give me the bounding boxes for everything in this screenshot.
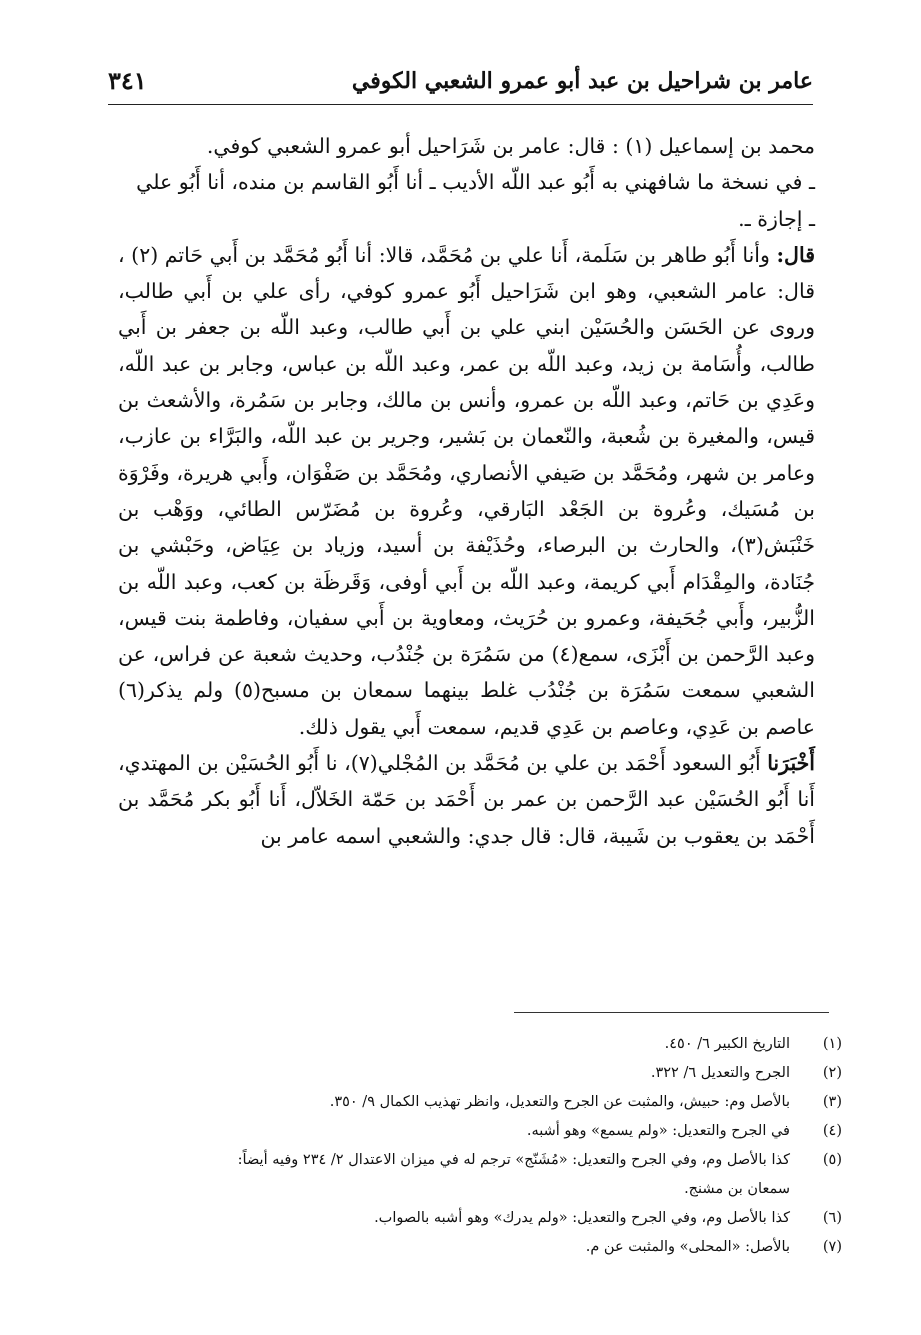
footnote-5-continuation: سمعان بن مشنج. (684, 1181, 790, 1197)
footnote-6 (60, 1204, 842, 1233)
footnote-5 (60, 1146, 842, 1175)
footnote-text: التاريخ الكبير ٦/ ٤٥٠. (664, 1036, 790, 1052)
footnote-2 (60, 1059, 842, 1088)
footnote-number: (٥) (822, 1152, 842, 1168)
footnote-text: الجرح والتعديل ٦/ ٣٢٢. (650, 1065, 790, 1081)
paragraph-body: وأنا أَبُو طاهر بن سَلَمة، أَنا علي بن مُحَمَّد، قالا: أنا أَبُو مُحَمَّد بن أَبي حَاتم (٢) ، قال: عامر الشعبي، وهو ابن شَرَاحيل أَبُو عمرو كوفي، رأى علي بن أَبي طالب، وروى عن الحَسَن والحُسَيْن ابني علي بن أَبي طالب، وعبد اللّه بن جعفر بن أَبي طالب، وأُسَامة بن زيد، وعبد اللّه بن عمر، وعبد اللّه بن عباس، وجابر بن عبد اللّه، وعَدِي بن حَاتم، وعبد اللّه بن عمرو، وأنس بن مالك، وجابر بن سَمُرة، والأشعث بن قيس، والمغيرة بن شُعبة، والنّعمان بن بَشير، وجرير بن عبد اللّه، والبَرَّاء بن عازب، وعامر بن شهر، ومُحَمَّد بن صَيفي الأنصاري، ومُحَمَّد بن صَفْوَان، وأَبي هريرة، وفَرْوَة بن مُسَيك، وعُروة بن الجَعْد البَارقي، وعُروة بن مُضَرّس الطائي، ووَهْب بن خَنْبَش(٣)، والحارث بن البرصاء، وحُذَيْفة بن أسيد، وزياد بن عِيَاض، وحَبْشي بن جُنَادة، والمِقْدَام أَبي كريمة، وعبد اللّه بن أَبي أوفى، وَقَرظَة بن كعب، وعبد اللّه بن الزُّبير، وأَبي جُحَيفة، وعمرو بن حُرَيث، ومعاوية بن أَبي سفيان، وفاطمة بنت قيس، وعبد الرَّحمن بن أَبْزَى، سمع(٤) من سَمُرَة بن جُنْدُب، وحديث شعبة عن فراس، عن الشعبي سمعت سَمُرَة بن جُنْدُب غلط بينهما سمعان بن مسبح(٥) ولم يذكر(٦) عاصم بن عَدِي، وعاصم بن عَدِي قديم، سمعت أَبي يقول ذلك. (118, 242, 816, 739)
main-text (118, 128, 815, 854)
footnote-text: بالأصل: «المحلى» والمثبت عن م. (585, 1239, 790, 1255)
paragraph-report (118, 745, 815, 854)
running-title: عامر بن شراحيل بن عبد أبو عمرو الشعبي الكوفي (351, 68, 813, 94)
footnote-separator (514, 1012, 829, 1013)
footnote-number: (٤) (822, 1123, 842, 1139)
footnote-3 (60, 1088, 842, 1117)
footnote-text: بالأصل وم: حبيش، والمثبت عن الجرح والتعديل، وانظر تهذيب الكمال ٩/ ٣٥٠. (329, 1094, 790, 1110)
page-number: ٣٤١ (108, 66, 147, 95)
footnote-number: (٣) (822, 1094, 842, 1110)
footnote-text: في الجرح والتعديل: «ولم يسمع» وهو أشبه. (526, 1123, 790, 1139)
footnote-number: (٢) (822, 1065, 842, 1081)
footnote-text: كذا بالأصل وم، وفي الجرح والتعديل: «مُشَنّج» ترجم له في ميزان الاعتدال ٢/ ٢٣٤ وفيه أيضاً: (237, 1152, 790, 1168)
paragraph-body: أَبُو السعود أَحْمَد بن علي بن مُحَمَّد بن المُجْلي(٧)، نا أَبُو الحُسَيْن بن المهتدي، أَنا أَبُو الحُسَيْن عبد الرَّحمن بن عمر بن أَحْمَد بن حَمّة الخَلاّل، أَنا أَبُو بكر مُحَمَّد بن أَحْمَد بن يعقوب بن شَيبة، قال: قال جدي: والشعبي اسمه عامر بن (118, 751, 815, 848)
footnote-1 (60, 1030, 842, 1059)
paragraph-keyword: أَخْبَرَنا (767, 751, 816, 776)
footnote-4 (60, 1117, 842, 1146)
paragraph-narration (118, 237, 815, 745)
footnote-number: (٧) (822, 1239, 842, 1255)
page-header (108, 60, 813, 105)
footnotes (60, 1030, 842, 1262)
text-line-2: ـ في نسخة ما شافهني به أَبُو عبد اللّه الأديب ـ أنا أَبُو القاسم بن منده، أنا أَبُو علي (136, 170, 815, 195)
text-line-1: محمد بن إسماعيل (١) : قال: عامر بن شَرَاحيل أبو عمرو الشعبي كوفي. (206, 134, 815, 158)
footnote-number: (٦) (822, 1210, 842, 1226)
footnote-number: (١) (822, 1036, 842, 1052)
paragraph-keyword: قال: (776, 242, 815, 267)
footnote-text: كذا بالأصل وم، وفي الجرح والتعديل: «ولم يدرك» وهو أشبه بالصواب. (374, 1210, 790, 1226)
footnote-7 (60, 1233, 842, 1262)
text-line-3: ـ إجازة ـ. (738, 206, 815, 231)
